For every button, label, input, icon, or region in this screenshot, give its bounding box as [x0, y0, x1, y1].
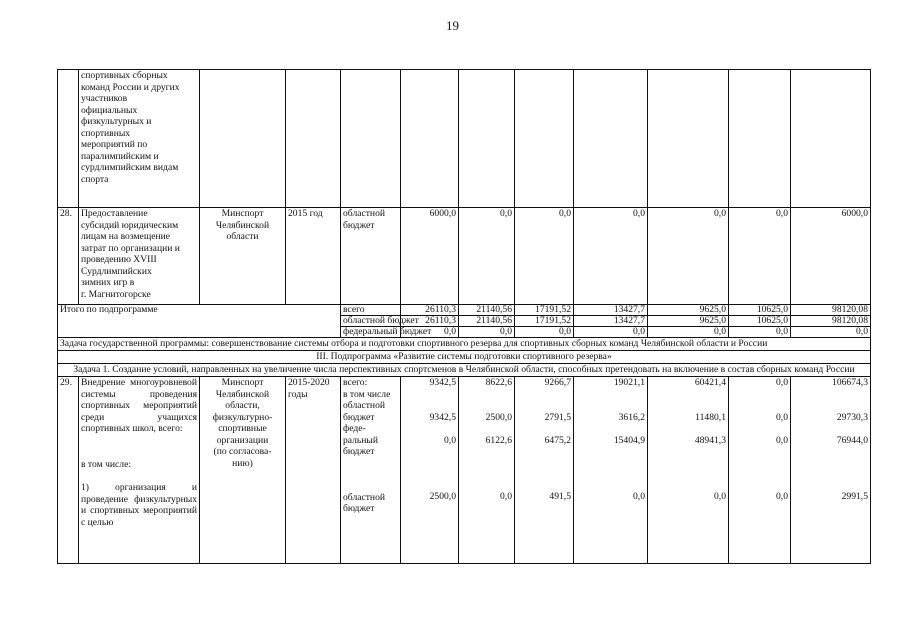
value-cell — [648, 377, 729, 564]
section-row — [58, 338, 871, 351]
value-cell — [401, 377, 459, 564]
period-cell: 2015-2020 годы — [286, 377, 341, 564]
value-total: 9342,5 — [429, 377, 456, 388]
source-cell: областной бюджет — [341, 208, 401, 305]
value-sub1: 0,0 — [714, 491, 726, 502]
value-cell — [791, 377, 871, 564]
value-federal: 76944,0 — [836, 434, 868, 446]
page-number: 19 — [446, 18, 459, 33]
value-cell — [515, 377, 574, 564]
subtotal-row — [58, 305, 871, 316]
state-program-task: Задача государственной программы: совершенствование системы отбора и подготовки спортивного резерва для спортивных сборных команд Челябинской области и России — [58, 338, 871, 351]
subprogram-heading: III. Подпрограмма «Развитие системы подготовки спортивного резерва» — [58, 351, 871, 364]
value-cell: 0,0 — [515, 208, 574, 305]
section-row — [58, 351, 871, 364]
source-cell: всего — [341, 305, 401, 316]
value-cell: 0,0 — [729, 327, 791, 338]
table-row — [58, 70, 871, 208]
period-cell: 2015 год — [286, 208, 341, 305]
executor-cell — [200, 70, 286, 208]
source-line: бюджет — [343, 411, 375, 423]
value-federal: 15404,9 — [613, 434, 645, 446]
executor-cell: Минспорт Челябинской области — [200, 208, 286, 305]
table-row — [58, 377, 871, 564]
value-sub1: 0,0 — [776, 491, 788, 502]
value-sub1: 0,0 — [500, 491, 512, 502]
value-cell: 6000,0 — [791, 208, 871, 305]
value-cell: 26110,3 — [401, 305, 459, 316]
source-cell — [341, 70, 401, 208]
value-cell: 98120,08 — [791, 316, 871, 327]
value-sub1: 0,0 — [633, 491, 645, 502]
value-cell: 0,0 — [648, 208, 729, 305]
value-sub1: 2500,0 — [429, 491, 456, 502]
value-regional: 2500,0 — [485, 411, 512, 423]
value-cell: 0,0 — [574, 327, 648, 338]
value-cell — [648, 70, 729, 208]
measure-name-main: Внедрение многоуровневой системы проведения спортивных мероприятий среди учащихся спортивных школ, всего: — [81, 377, 197, 434]
source-cell: областной бюджет — [341, 316, 401, 327]
sub1-source: областной бюджет — [343, 491, 386, 514]
task-1: Задача 1. Создание условий, направленных на увеличение числа перспективных спортсменов в Челябинской области, способных претендовать на включение в состав сборных команд России — [58, 364, 871, 377]
value-cell — [401, 70, 459, 208]
value-cell: 10625,0 — [729, 305, 791, 316]
value-cell — [574, 70, 648, 208]
row-number-cell — [58, 70, 79, 208]
value-cell: 21140,56 — [459, 316, 515, 327]
executor-cell: Минспорт Челябинской области, физкультурно- спортивные организации (по согласова- нию) — [200, 377, 286, 564]
source-line: всего: — [343, 377, 368, 388]
value-cell — [791, 70, 871, 208]
value-total: 0,0 — [776, 377, 788, 388]
value-regional: 2791,5 — [544, 411, 571, 423]
value-cell: 17191,52 — [515, 305, 574, 316]
value-cell: 26110,3 — [401, 316, 459, 327]
value-regional: 3616,2 — [618, 411, 645, 423]
source-line: ральный — [343, 434, 379, 446]
subtotal-label: Итого по подпрограмме — [58, 305, 341, 338]
value-cell: 17191,52 — [515, 316, 574, 327]
source-line: бюджет — [343, 446, 375, 457]
value-cell — [459, 70, 515, 208]
value-federal: 48941,3 — [694, 434, 726, 446]
value-cell: 13427,7 — [574, 316, 648, 327]
value-total: 19021,1 — [613, 377, 645, 388]
value-total: 60421,4 — [694, 377, 726, 388]
value-cell: 9625,0 — [648, 305, 729, 316]
source-cell: федеральный бюджет — [341, 327, 401, 338]
value-cell: 0,0 — [729, 208, 791, 305]
row-number-cell: 28. — [58, 208, 79, 305]
value-sub1: 491,5 — [549, 491, 571, 502]
value-federal: 6122,6 — [485, 434, 512, 446]
measure-name-sub1: 1) организация и проведение физкультурных и спортивных мероприятий с целью — [81, 482, 197, 528]
row-number-cell: 29. — [58, 377, 79, 564]
value-federal: 0,0 — [776, 434, 788, 446]
value-regional: 9342,5 — [429, 411, 456, 423]
value-cell: 21140,56 — [459, 305, 515, 316]
value-federal: 0,0 — [444, 434, 456, 446]
source-line: в том числе — [343, 388, 391, 400]
value-cell: 0,0 — [648, 327, 729, 338]
value-cell: 0,0 — [459, 208, 515, 305]
value-cell — [515, 70, 574, 208]
section-row — [58, 364, 871, 377]
value-cell — [729, 377, 791, 564]
source-line: областной — [343, 400, 386, 411]
period-cell — [286, 70, 341, 208]
value-federal: 6475,2 — [544, 434, 571, 446]
value-cell: 0,0 — [574, 208, 648, 305]
value-cell: 0,0 — [791, 327, 871, 338]
value-cell: 0,0 — [401, 327, 459, 338]
value-regional: 11480,1 — [695, 411, 726, 423]
value-cell — [459, 377, 515, 564]
value-cell — [729, 70, 791, 208]
measure-name-cell: Предоставление субсидий юридическим лицам на возмещение затрат по организации и проведению XVIII Сурдлимпийских зимних игр в г. Магнитогорске — [79, 208, 200, 305]
value-cell: 6000,0 — [401, 208, 459, 305]
measure-name-cell — [79, 377, 200, 564]
value-regional: 29730,3 — [836, 411, 868, 423]
value-cell: 0,0 — [459, 327, 515, 338]
value-total: 106674,3 — [832, 377, 868, 388]
measure-name-cell: спортивных сборных команд России и других участников официальных физкультурных и спортивных мероприятий по паралимпийским и сурдлимпийским видам спорта — [79, 70, 200, 208]
budget-table — [57, 69, 871, 564]
value-cell: 10625,0 — [729, 316, 791, 327]
value-total: 8622,6 — [485, 377, 512, 388]
measure-name-including: в том числе: — [81, 459, 132, 470]
value-sub1: 2991,5 — [841, 491, 868, 502]
source-line: феде- — [343, 423, 366, 434]
source-cell — [341, 377, 401, 564]
table-row — [58, 208, 871, 305]
value-cell: 13427,7 — [574, 305, 648, 316]
value-cell: 0,0 — [515, 327, 574, 338]
value-cell: 9625,0 — [648, 316, 729, 327]
value-regional: 0,0 — [776, 411, 788, 423]
value-cell — [574, 377, 648, 564]
value-cell: 98120,08 — [791, 305, 871, 316]
value-total: 9266,7 — [544, 377, 571, 388]
